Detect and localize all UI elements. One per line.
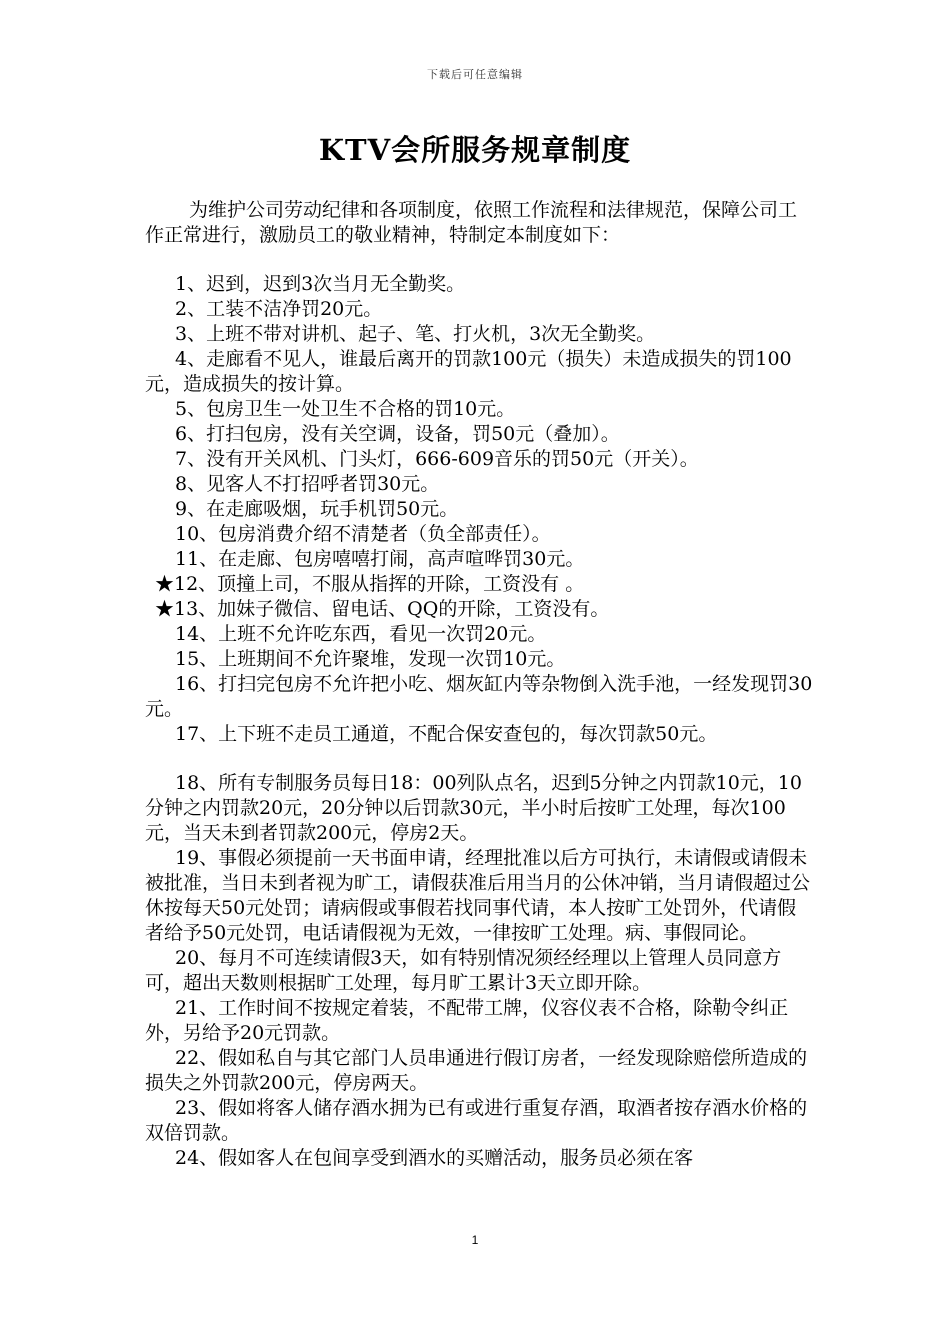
rule-item-19: 19、事假必须提前一天书面申请，经理批准以后方可执行，未请假或请假未被批准，当日未到者视为旷工，请假获准后用当月的公休冲销，当月请假超过公休按每天50元处罚；请病假或事假若找同事代请，本人按旷工处罚外，代请假者给予50元处罚，电话请假视为无效，一律按旷工处理。病、事假同论。: [145, 847, 811, 944]
rule-item-22: 22、假如私自与其它部门人员串通进行假订房者，一经发现除赔偿所造成的损失之外罚款200元，停房两天。: [145, 1047, 808, 1094]
rule-item-4: 4、走廊看不见人，谁最后离开的罚款100元（损失）未造成损失的罚100元，造成损失的按计算。: [145, 348, 792, 395]
rule-item-15: 15、上班期间不允许聚堆，发现一次罚10元。: [175, 648, 566, 670]
document-body: [145, 198, 815, 1171]
page-number: 1: [471, 1233, 479, 1247]
rule-item-5: 5、包房卫生一处卫生不合格的罚10元。: [175, 398, 516, 420]
rule-item-21: 21、工作时间不按规定着装，不配带工牌，仪容仪表不合格，除勒令纠正外，另给予20元罚款。: [145, 997, 789, 1044]
rule-item-17: 17、上下班不走员工通道，不配合保安查包的，每次罚款50元。: [175, 723, 718, 745]
rule-item-11: 11、在走廊、包房嘻嘻打闹，高声喧哗罚30元。: [175, 548, 585, 570]
rule-item-20: 20、每月不可连续请假3天，如有特别情况须经经理以上管理人员同意方可，超出天数则根据旷工处理，每月旷工累计3天立即开除。: [145, 947, 782, 994]
rule-item-2: 2、工装不洁净罚20元。: [175, 298, 383, 320]
rule-item-12-starred: ★12、顶撞上司，不服从指挥的开除，工资没有 。: [155, 573, 585, 595]
rule-item-6: 6、打扫包房，没有关空调，设备，罚50元（叠加）。: [175, 423, 620, 445]
rule-item-10: 10、包房消费介绍不清楚者（负全部责任）。: [175, 523, 551, 545]
rule-item-1: 1、迟到，迟到3次当月无全勤奖。: [175, 273, 466, 295]
rule-item-16: 16、打扫完包房不允许把小吃、烟灰缸内等杂物倒入洗手池，一经发现罚30元。: [145, 673, 813, 720]
header-note: 下载后可任意编辑: [427, 68, 523, 81]
rule-item-14: 14、上班不允许吃东西，看见一次罚20元。: [175, 623, 547, 645]
rule-item-9: 9、在走廊吸烟，玩手机罚50元。: [175, 498, 459, 520]
intro-paragraph: 为维护公司劳动纪律和各项制度，依照工作流程和法律规范，保障公司工作正常进行，激励员工的敬业精神，特制定本制度如下：: [145, 199, 798, 246]
rule-item-3: 3、上班不带对讲机、起子、笔、打火机，3次无全勤奖。: [175, 323, 656, 345]
rule-item-23: 23、假如将客人储存酒水拥为已有或进行重复存酒，取酒者按存酒水价格的双倍罚款。: [145, 1097, 808, 1144]
rule-item-24: 24、假如客人在包间享受到酒水的买赠活动，服务员必须在客: [175, 1147, 694, 1169]
rule-item-7: 7、没有开关风机、门头灯，666-609音乐的罚50元（开关）。: [175, 448, 699, 470]
rule-item-13-starred: ★13、加妹子微信、留电话、QQ的开除，工资没有。: [155, 598, 610, 620]
rule-item-8: 8、见客人不打招呼者罚30元。: [175, 473, 440, 495]
document-title: KTV会所服务规章制度: [318, 133, 632, 167]
rule-item-18: 18、所有专制服务员每日18：00列队点名，迟到5分钟之内罚款10元，10分钟之内罚款20元，20分钟以后罚款30元，半小时后按旷工处理，每次100元，当天未到者罚款200元，停房2天。: [145, 772, 802, 844]
